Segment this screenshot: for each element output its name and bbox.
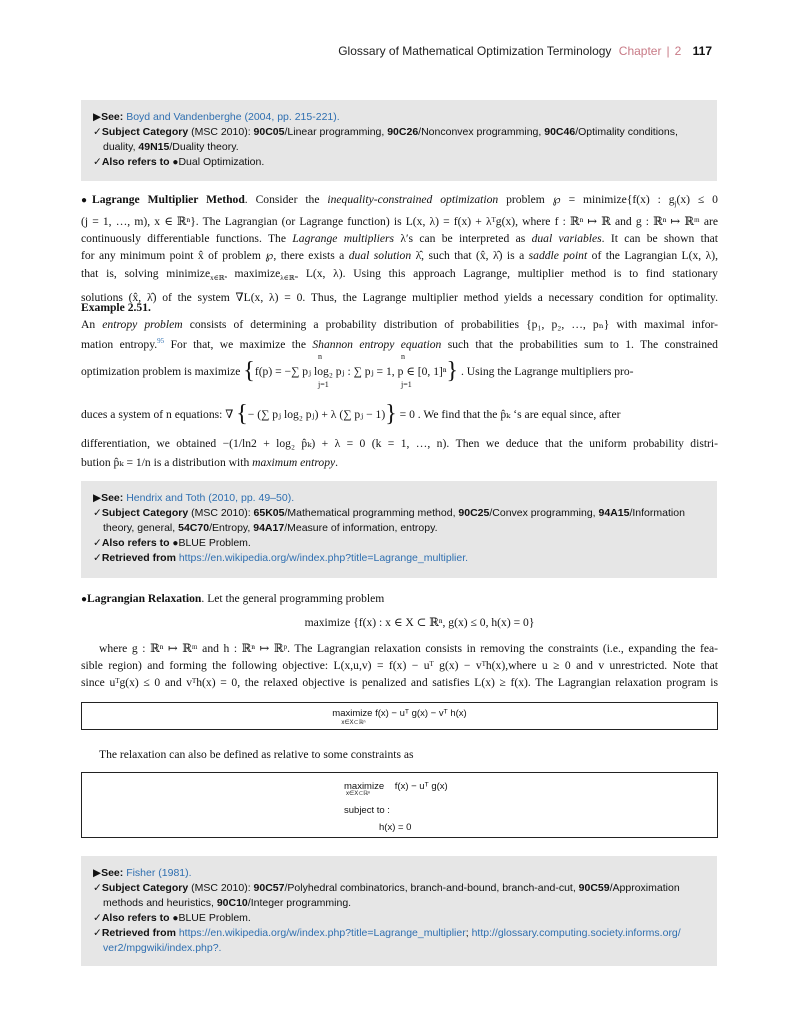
bullet-icon: ●: [81, 594, 88, 605]
subject-line: ✓Subject Category (MSC 2010): 65K05/Mathematical programming method, 90C25/Convex programming, 94A15/Information: [93, 507, 685, 519]
triangle-icon: ▶: [93, 492, 102, 504]
partial-relaxation-box: maximize f(x) − uᵀ g(x) x∈X⊂ℝⁿ subject to : h(x) = 0: [81, 772, 718, 838]
check-icon: ✓: [93, 156, 102, 168]
reference-box-dual: [81, 100, 717, 181]
check-icon: ✓: [93, 912, 102, 924]
relaxation-description: where g : ℝⁿ ↦ ℝᵐ and h : ℝⁿ ↦ ℝᵖ. The Lagrangian relaxation consists in removing the constraints (i.e., expanding the fea- sible region) and forming the following objective: L(x,u,v) = f(x) − uᵀ g(x) − vᵀh(x),where u ≥ 0 and v unrestricted. Note that since uᵀg(x) ≤ 0 and vᵀh(x) = 0, the relaxed objective is penalized and satisfies L(x) ≥ f(x). The Lagrangian relaxation program is: [81, 642, 718, 689]
entry-term: Lagrange Multiplier Method: [92, 193, 245, 206]
header-divider: |: [666, 44, 670, 58]
triangle-icon: ▶: [93, 867, 102, 879]
gradient-expression: − (∑ pⱼ log₂ pⱼ) + λ (∑ pⱼ − 1): [247, 408, 386, 421]
entry-lagrangian-relaxation: ●Lagrangian Relaxation. Let the general programming problem maximize {f(x) : x ∈ X ⊂ ℝⁿ, g(x) ≤ 0, h(x) = 0}: [81, 590, 718, 631]
subject-line-cont: methods and heuristics, 90C10/Integer programming.: [103, 897, 352, 909]
book-title: Glossary of Mathematical Optimization Terminology: [338, 44, 612, 58]
bullet-icon: ●: [81, 195, 93, 206]
check-icon: ✓: [93, 882, 102, 894]
example-heading: Example 2.51.: [81, 301, 151, 314]
bullet-icon: ●: [172, 913, 179, 924]
triangle-icon: ▶: [93, 111, 102, 123]
see-line: ▶See: Fisher (1981).: [93, 867, 192, 879]
see-link[interactable]: Fisher (1981).: [126, 867, 192, 879]
chapter-label: Chapter: [618, 44, 662, 58]
also-refers-line: ✓Also refers to ●BLUE Problem.: [93, 537, 251, 549]
running-header: [338, 44, 712, 58]
check-icon: ✓: [93, 552, 102, 564]
entropy-objective: f(p) = −∑ pⱼ log₂ pⱼ : ∑ pⱼ = 1, p ∈ [0, 1]ⁿ: [254, 365, 447, 378]
check-icon: ✓: [93, 507, 102, 519]
retrieved-link[interactable]: https://en.wikipedia.org/w/index.php?title=Lagrange_multiplier.: [178, 552, 469, 564]
relaxation-objective: f(x) − uᵀ g(x) − vᵀ h(x): [375, 708, 467, 719]
general-problem: maximize {f(x) : x ∈ X ⊂ ℝⁿ, g(x) ≤ 0, h(x) = 0}: [304, 616, 535, 629]
also-refers-line: ✓Also refers to ●Dual Optimization.: [93, 156, 265, 168]
see-link[interactable]: Hendrix and Toth (2010, pp. 49–50).: [126, 492, 295, 504]
check-icon: ✓: [93, 126, 102, 138]
entry-lagrange-multiplier: ●Lagrange Multiplier Method. Consider the inequality-constrained optimization problem ℘ = minimize{f(x) : $g_j(x) \le 0$ (j = 1, …, m), x ∈ ℝⁿ}. The Lagrangian (or Lagrange function) is L(x, λ) = f(x) + λᵀg(x), where f : ℝⁿ ↦ ℝ and g : ℝⁿ ↦ ℝᵐ are continuously differentiable functions. The Lagrange multipliers λ′s can be interpreted as dual variables. It can be shown that for any minimum point x̂ of problem ℘, there exists a dual solution λ̂, such that (x̂, λ̂) is a saddle point of the Lagrangian L(x, λ), that is, solving minimize$_{x\in ℝ^n}$ maximize$_{\lambda\in ℝᵐ}$ L(x, λ). Using this approach Lagrange, multiplier method is to find stationary solutions (x̂, λ̂) of the system ∇L(x, λ) = 0. Thus, the Lagrange multiplier method yields a necessary condition for optimality.: [81, 193, 718, 304]
relaxation-text: The relaxation can also be defined as relative to some constraints as: [99, 748, 414, 761]
also-refers-line: ✓Also refers to ●BLUE Problem.: [93, 912, 251, 924]
see-line: ▶See: Hendrix and Toth (2010, pp. 49–50).: [93, 492, 295, 504]
check-icon: ✓: [93, 927, 102, 939]
subject-line-cont: theory, general, 54C70/Entropy, 94A17/Measure of information, entropy.: [103, 522, 438, 534]
retrieved-link[interactable]: http://glossary.computing.society.informs.org/: [471, 927, 681, 939]
constraint: h(x) = 0: [379, 822, 412, 833]
retrieved-link[interactable]: https://en.wikipedia.org/w/index.php?title=Lagrange_multiplier: [178, 927, 466, 939]
see-link[interactable]: Boyd and Vandenberghe (2004, pp. 215-221).: [126, 111, 340, 123]
bullet-icon: ●: [172, 538, 179, 549]
chapter-number: 2: [674, 44, 682, 58]
relaxation-program-box: maximizex∈X⊂ℝⁿ f(x) − uᵀ g(x) − vᵀ h(x): [81, 702, 718, 730]
reference-box-entropy: [81, 481, 717, 578]
entry-term: Lagrangian Relaxation: [87, 592, 202, 605]
partial-relaxation-objective: f(x) − uᵀ g(x): [394, 781, 448, 792]
retrieved-line: ✓Retrieved from https://en.wikipedia.org/w/index.php?title=Lagrange_multiplier; http://glossary.computing.society.informs.org/: [93, 927, 681, 939]
bullet-icon: ●: [172, 157, 179, 168]
footnote-ref[interactable]: 95: [157, 337, 165, 345]
subject-line: ✓Subject Category (MSC 2010): 90C57/Polyhedral combinatorics, branch-and-bound, branch-and-cut, 90C59/Approximation: [93, 882, 680, 894]
subject-line-cont: duality, 49N15/Duality theory.: [103, 141, 239, 153]
equation-gradient-system: duces a system of n equations: ∇ {− (∑ pⱼ log₂ pⱼ) + λ (∑ pⱼ − 1)} = 0 . We find that the p̂ₖ ‘s are equal since, after: [81, 401, 621, 427]
example-2-51-conclusion: differentiation, we obtained −(1/ln2 + log₂ p̂ₖ) + λ = 0 (k = 1, …, n). Then we deduce that the uniform probability distri- bution p̂ₖ = 1/n is a distribution with maximum entropy.: [81, 437, 718, 469]
retrieved-link-cont[interactable]: ver2/mpgwiki/index.php?.: [103, 942, 222, 954]
reference-box-relaxation: [81, 856, 717, 966]
retrieved-line: ✓Retrieved from https://en.wikipedia.org/w/index.php?title=Lagrange_multiplier.: [93, 552, 469, 564]
check-icon: ✓: [93, 537, 102, 549]
equation-maximize-entropy: optimization problem is maximize {f(p) = −∑ pⱼ log₂ pⱼ : ∑ pⱼ = 1, p ∈ [0, 1]ⁿ} . Using the Lagrange multipliers pro- n j=1 n j=1: [81, 352, 634, 389]
see-line: ▶See: Boyd and Vandenberghe (2004, pp. 215-221).: [93, 111, 340, 123]
example-2-51: Example 2.51. An entropy problem consists of determining a probability distribution of probabilities {p₁, p₂, …, pₙ} with maximal infor- mation entropy.$^{95}$ For that, we maximize the Shannon entropy equation such that the probabilities sum to 1. The constrained: [81, 301, 718, 351]
page-number: 117: [692, 44, 712, 58]
subject-line: ✓Subject Category (MSC 2010): 90C05/Linear programming, 90C26/Nonconvex programming, 90C46/Optimality conditions,: [93, 126, 678, 138]
